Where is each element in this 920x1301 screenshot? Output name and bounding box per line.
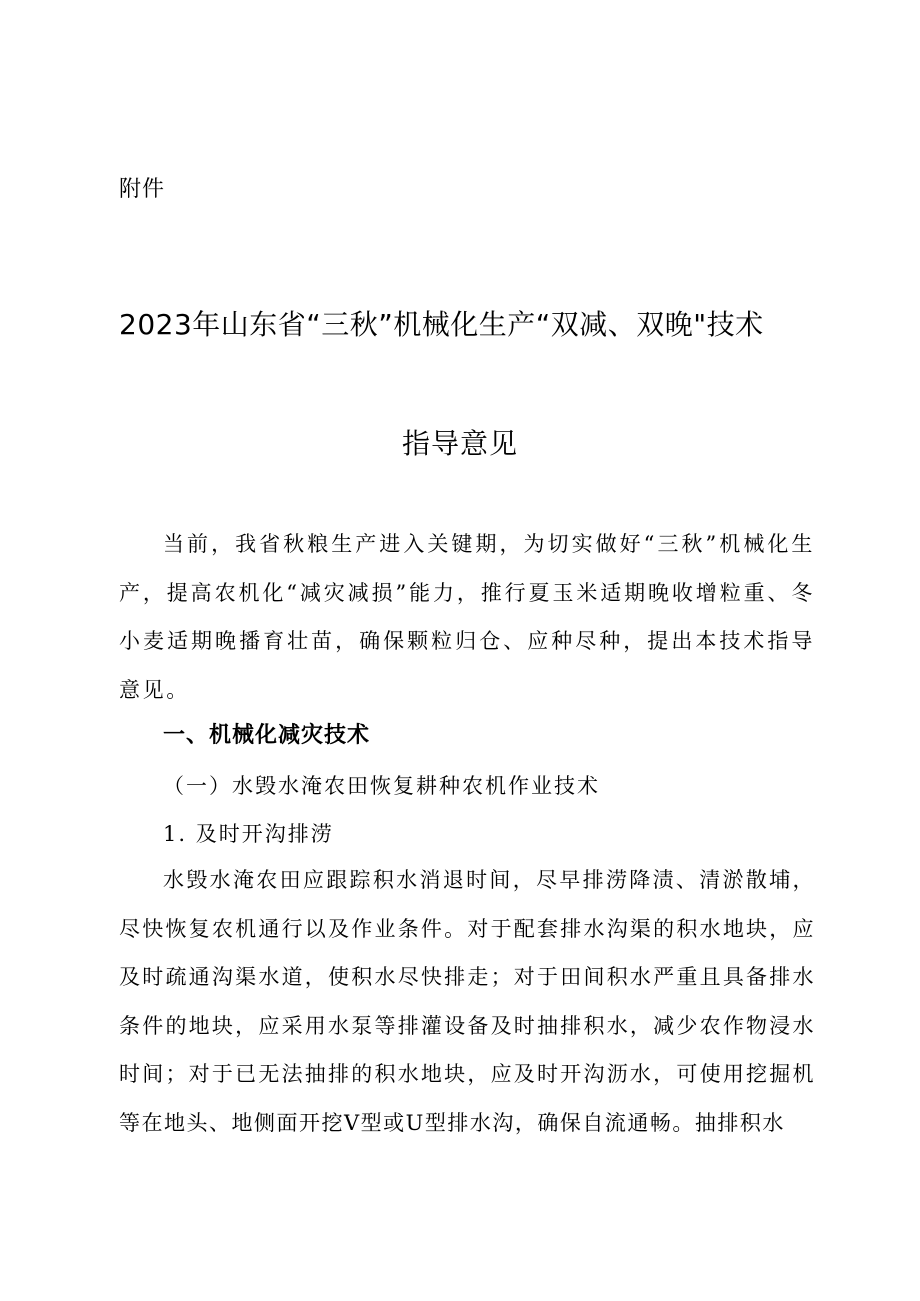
document-title: 2023年山东省“三秋”机械化生产“双减、双晚"技术: [119, 308, 764, 341]
item-heading: 1. 及时开沟排涝: [163, 822, 334, 846]
section-heading: 一、机械化减灾技术: [163, 723, 371, 748]
intro-paragraph: 当前，我省秋粮生产进入关键期，为切实做好“三秋”机械化生产，提高农机化“减灾减损”能力，推行夏玉米适期晚收增粒重、冬小麦适期晚播育壮苗，确保颗粒归仓、应种尽种，提出本技术指导意见。: [119, 532, 815, 702]
document-subtitle: 指导意见: [401, 427, 518, 460]
attachment-label: 附件: [119, 177, 166, 202]
subsection-heading: （一）水毁水淹农田恢复耕种农机作业技术: [163, 774, 600, 798]
body-paragraph: 水毁水淹农田应跟踪积水消退时间，尽早排涝降渍、清淤散埔，尽快恢复农机通行以及作业条件。对于配套排水沟渠的积水地块，应及时疏通沟渠水道，使积水尽快排走；对于田间积水严重且具备排水条件的地块，应采用水泵等排灌设备及时抽排积水，减少农作物浸水时间；对于已无法抽排的积水地块，应及时开沟沥水，可使用挖掘机等在地头、地侧面开挖V型或U型排水沟，确保自流通畅。抽排积水: [119, 868, 815, 1135]
